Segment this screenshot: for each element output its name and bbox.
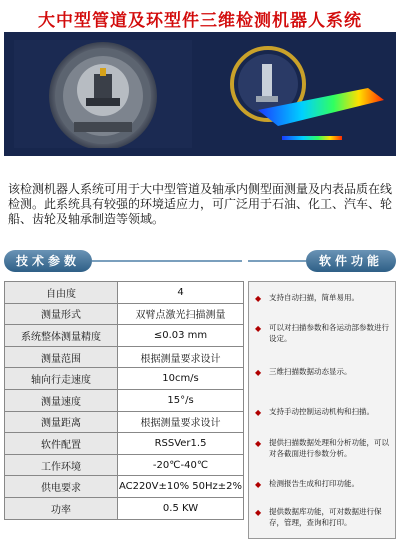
list-item [255,292,393,303]
spec-value: ≤0.03 mm [118,325,244,347]
feature-text: 提供数据库功能，可对数据进行保存，管理，查询和打印。 [269,507,382,527]
feature-text: 支持自动扫描，简单易用。 [269,293,359,302]
spec-value: 根据测量要求设计 [118,411,244,433]
spec-label: 系统整体测量精度 [5,325,118,347]
table-row [5,346,244,368]
diamond-bullet-icon: ◆ [255,408,262,417]
list-item [255,437,393,459]
spec-value: AC220V±10% 50Hz±2% [118,476,244,498]
list-item [255,506,393,528]
diamond-bullet-icon: ◆ [255,508,262,517]
diamond-bullet-icon: ◆ [255,324,262,333]
intro-paragraph: 该检测机器人系统可用于大中型管道及轴承内侧型面测量及内表品质在线检测。此系统具有较强的环境适应力，可广泛用于石油、化工、汽车、轮船、齿轮及轴承制造等领域。 [8,182,393,226]
spec-value: 4 [118,282,244,304]
spec-value: 双臂点激光扫描测量 [118,303,244,325]
feature-text: 支持手动控制运动机构和扫描。 [269,407,374,416]
spec-label: 供电要求 [5,476,118,498]
spec-label: 测量范围 [5,346,118,368]
specs-section-title: 技术参数 [4,250,92,272]
feature-text: 可以对扫描参数和各运动部参数进行设定。 [269,323,389,343]
pipe-robot-photo [14,40,192,148]
table-row [5,433,244,455]
table-row [5,497,244,519]
spec-label: 测量速度 [5,389,118,411]
section-divider [92,260,242,262]
spec-label: 工作环境 [5,454,118,476]
table-row [5,282,244,304]
diamond-bullet-icon: ◆ [255,480,262,489]
table-row [5,368,244,390]
diamond-bullet-icon: ◆ [255,368,262,377]
table-row [5,303,244,325]
spec-value: -20℃-40℃ [118,454,244,476]
spec-value: 0.5 KW [118,497,244,519]
product-photo-banner [4,32,396,156]
spec-value: 10cm/s [118,368,244,390]
table-row [5,476,244,498]
table-row [5,389,244,411]
spec-value: 根据测量要求设计 [118,346,244,368]
scan-visualization-photo [218,40,390,148]
spec-value: 15°/s [118,389,244,411]
spec-label: 测量距离 [5,411,118,433]
table-row [5,325,244,347]
specs-table [4,281,244,520]
spec-label: 功率 [5,497,118,519]
spec-label: 自由度 [5,282,118,304]
features-section-title: 软件功能 [306,250,396,272]
spec-label: 轴向行走速度 [5,368,118,390]
feature-text: 提供扫描数据处理和分析功能，可以对各截面进行参数分析。 [269,438,389,458]
feature-text: 三维扫描数据动态显示。 [269,367,352,376]
diamond-bullet-icon: ◆ [255,439,262,448]
page-title: 大中型管道及环型件三维检测机器人系统 [38,11,362,31]
list-item [255,478,393,489]
spec-label: 软件配置 [5,433,118,455]
table-row [5,411,244,433]
list-item [255,406,393,417]
spec-value: RSSVer1.5 [118,433,244,455]
spec-label: 测量形式 [5,303,118,325]
feature-text: 检测报告生成和打印功能。 [269,479,359,488]
list-item [255,322,393,344]
list-item [255,366,393,377]
diamond-bullet-icon: ◆ [255,294,262,303]
section-divider [248,260,306,262]
table-row [5,454,244,476]
features-panel [248,281,396,539]
